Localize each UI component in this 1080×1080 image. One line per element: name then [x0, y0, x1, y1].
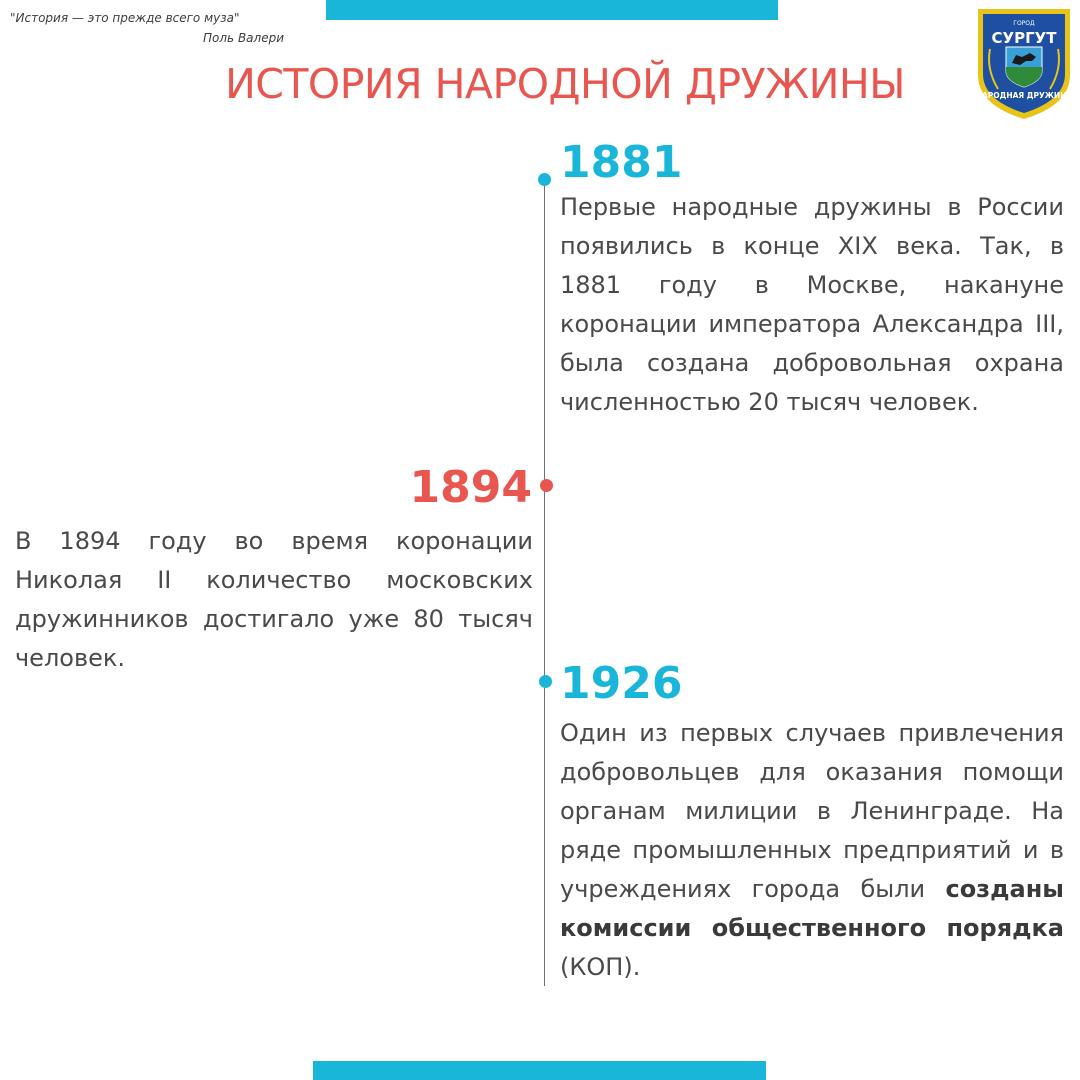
event-text-1926-bold: созданы комиссии общественного порядка [560, 875, 1064, 942]
event-text-1926-end: (КОП). [560, 953, 641, 981]
timeline-dot-1926 [539, 675, 552, 688]
bottom-accent-bar [313, 1061, 766, 1080]
event-text-1894: В 1894 году во время коронации Николая II количество московских дружинников достигало уже 80 тысяч человек. [15, 527, 533, 672]
emblem-bottom-text: НАРОДНАЯ ДРУЖИНА [975, 91, 1073, 100]
top-accent-bar [326, 0, 778, 20]
emblem-top-text: ГОРОД [1013, 20, 1035, 27]
event-text-1881: Первые народные дружины в России появились в конце XIX века. Так, в 1881 году в Москве, накануне коронации императора Александра III, была создана добровольная охрана численностью 20 тысяч человек. [560, 193, 1064, 416]
year-1926: 1926 [560, 658, 683, 709]
epigraph-author: Поль Валери [203, 31, 284, 45]
timeline-dot-1894 [540, 479, 553, 492]
year-1894: 1894 [409, 462, 532, 513]
year-1881: 1881 [560, 137, 683, 188]
page-title: ИСТОРИЯ НАРОДНОЙ ДРУЖИНЫ [225, 60, 905, 108]
event-text-1926 [560, 714, 1064, 987]
surgut-druzhina-emblem [974, 5, 1074, 121]
timeline-dot-1881 [538, 173, 551, 186]
event-text-1926-start: Один из первых случаев привлечения добровольцев для оказания помощи органам милиции в Ленинграде. На ряде промышленных предприятий и в учреждениях города были [560, 719, 1064, 903]
epigraph [10, 8, 284, 48]
emblem-city-text: СУРГУТ [991, 29, 1057, 47]
timeline-line [544, 180, 545, 986]
epigraph-text: "История — это прежде всего муза" [10, 11, 240, 25]
